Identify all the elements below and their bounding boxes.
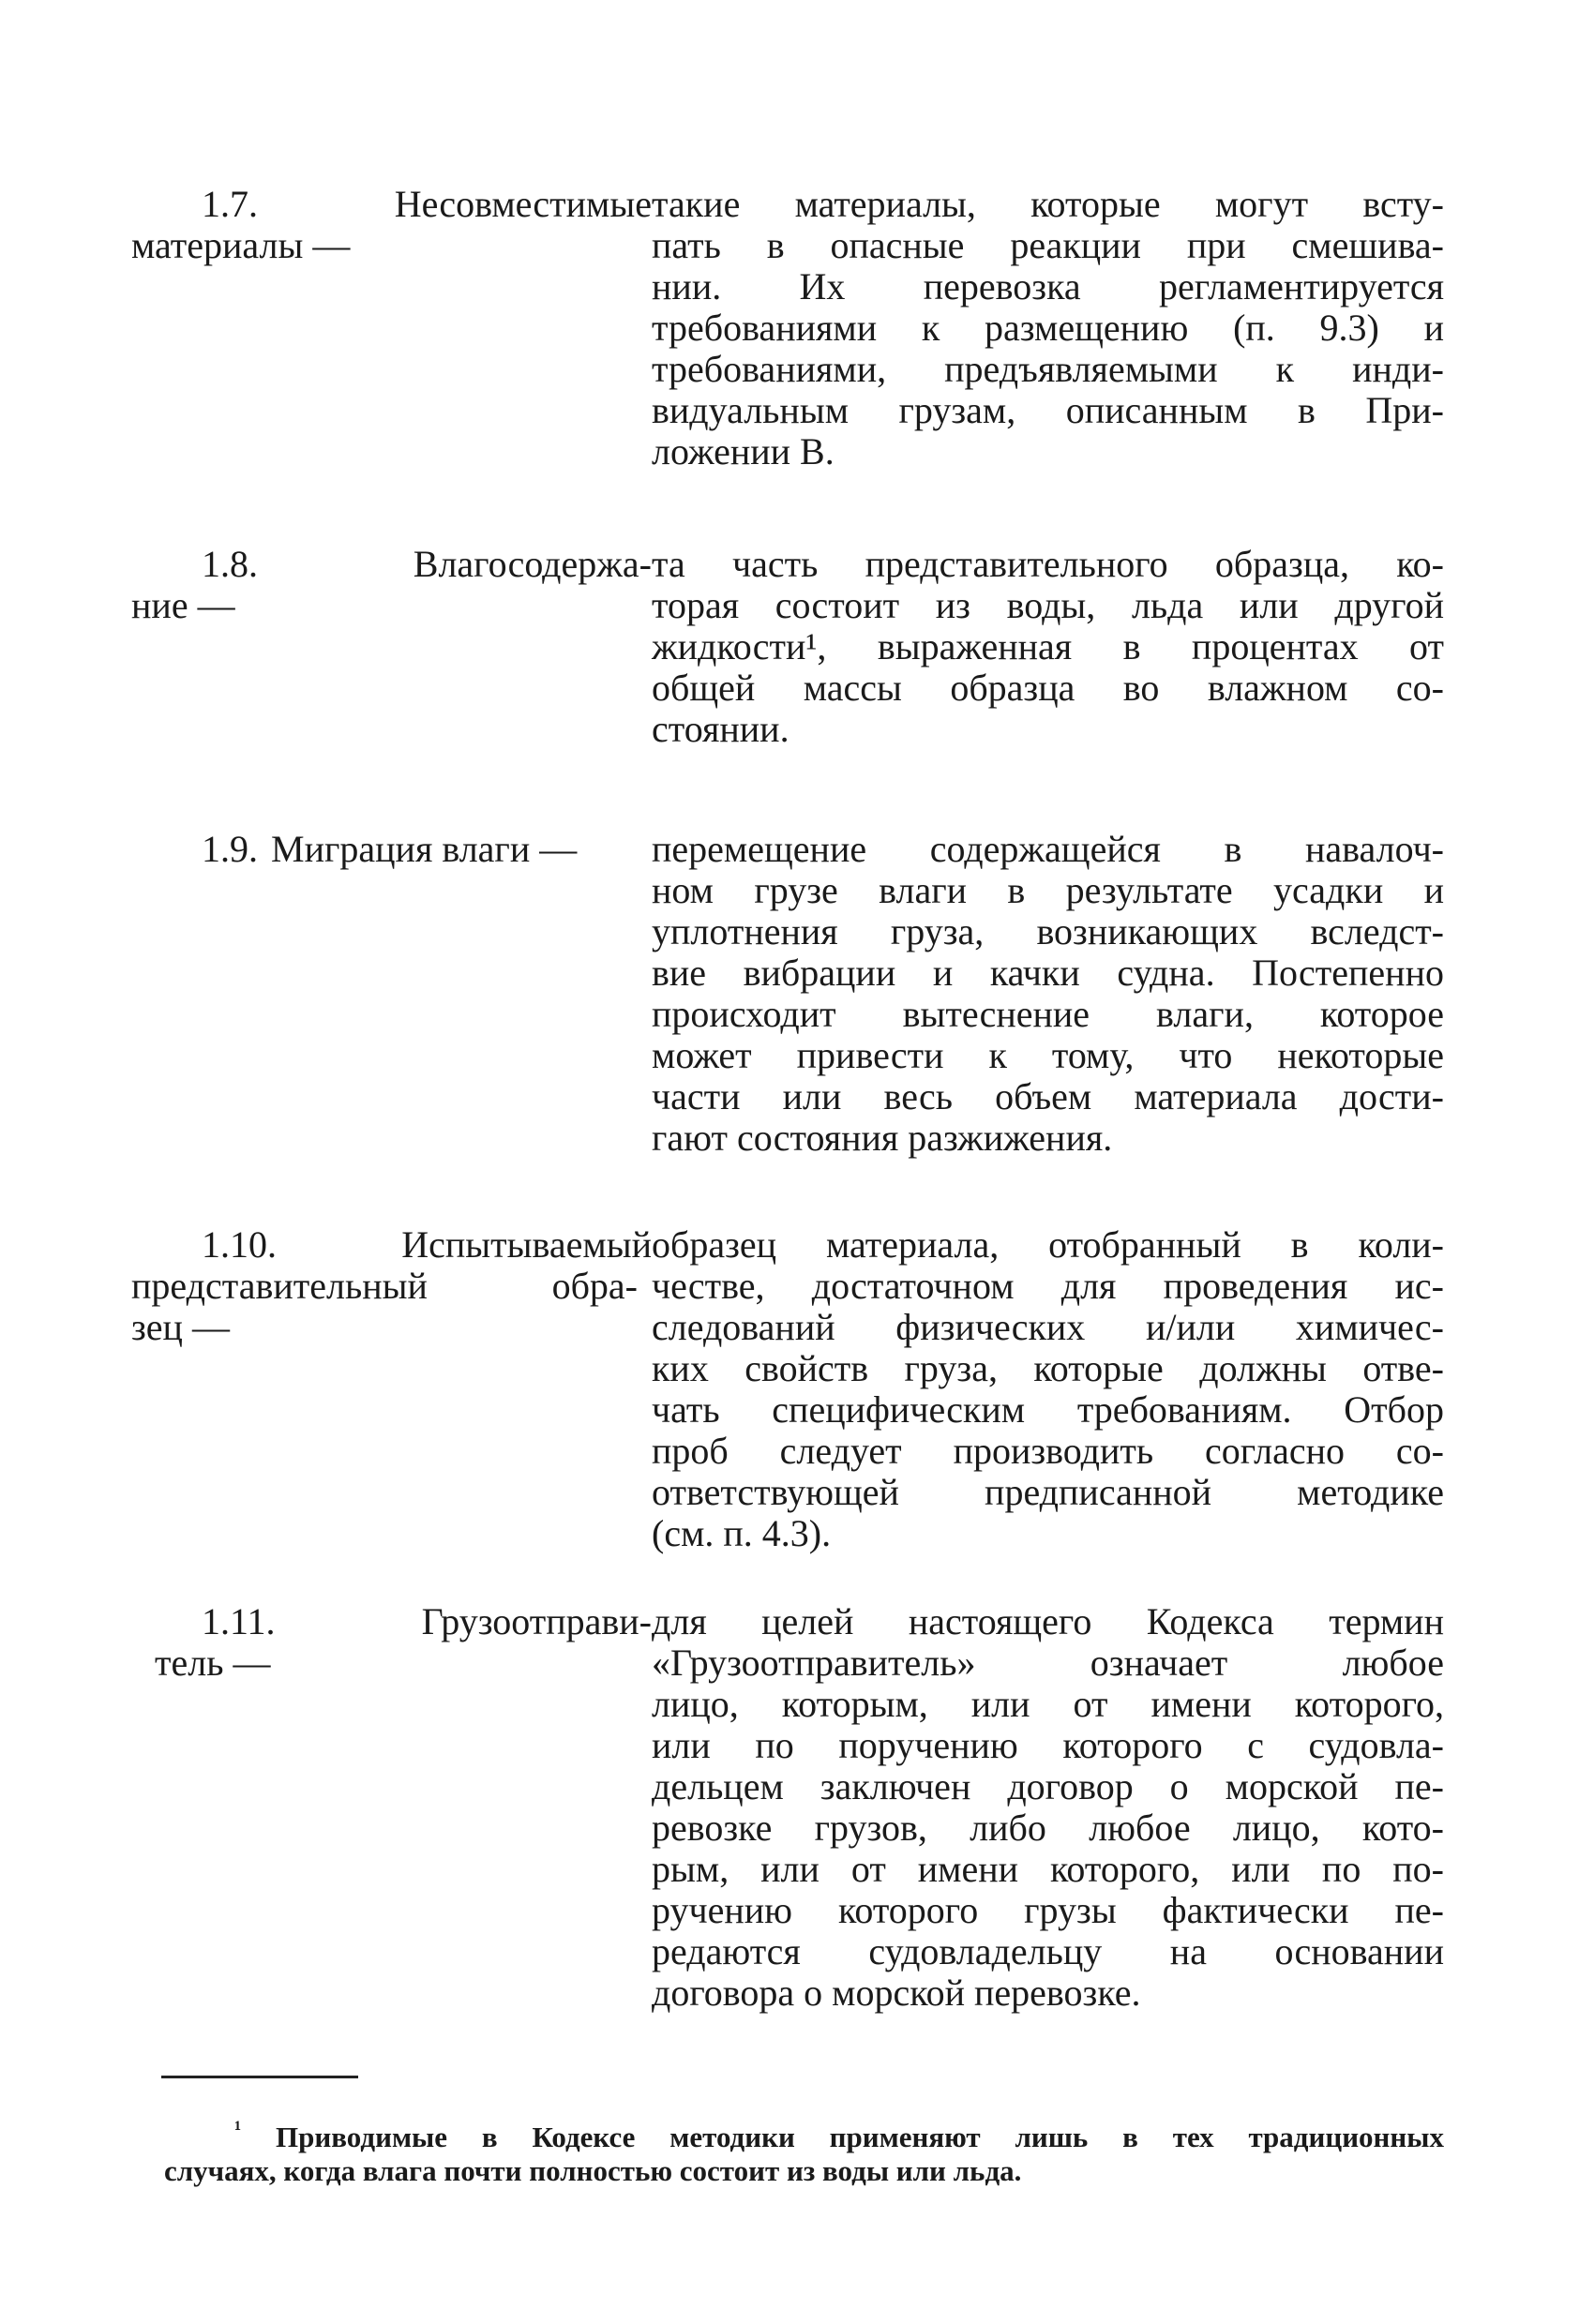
definition-line: честве, достаточном для проведения ис- — [652, 1265, 1444, 1307]
definition-line: ложении В. — [652, 430, 835, 472]
term-text-continued: тель — — [155, 1642, 271, 1684]
footnote-separator — [161, 2076, 358, 2078]
definition-line: ответствующей предписанной методике — [652, 1471, 1444, 1513]
definition-line: следований физических и/или химичес- — [652, 1306, 1444, 1348]
definition-line: части или весь объем материала дости- — [652, 1075, 1444, 1117]
term-text-continued: материалы — — [131, 224, 351, 266]
definition-line: для целей настоящего Кодекса термин — [652, 1600, 1444, 1642]
definition-line: чать специфическим требованиям. Отбор — [652, 1388, 1444, 1431]
footnote-text-continued: случаях, когда влага почти полностью состоит из воды или льда. — [164, 2154, 1022, 2187]
term-text: Миграция влаги — — [271, 828, 578, 870]
definition-line: пать в опасные реакции при смешива- — [652, 224, 1444, 266]
definition-line: договора о морской перевозке. — [652, 1972, 1141, 2014]
term-text: Несовместимые — [394, 183, 652, 225]
definition-line: ких свойств груза, которые должны отве- — [652, 1347, 1444, 1389]
definition-line: нии. Их перевозка регламентируется — [652, 265, 1444, 307]
footnote-marker: ¹ — [234, 2117, 242, 2142]
term-text-continued: зец — — [131, 1306, 230, 1348]
definition-line: рым, или от имени которого, или по по- — [652, 1848, 1444, 1890]
definition-line: образец материала, отобранный в коли- — [652, 1223, 1444, 1266]
entry-number: 1.11. — [202, 1600, 276, 1642]
entry-number: 1.7. — [202, 183, 258, 225]
definition-line: или по поручению которого с судовла- — [652, 1724, 1444, 1766]
definition-line: ревозке грузов, либо любое лицо, кото- — [652, 1807, 1444, 1849]
footnote — [164, 2117, 1444, 2188]
definition-line: общей массы образца во влажном со- — [652, 667, 1444, 709]
definition-line: (см. п. 4.3). — [652, 1512, 832, 1554]
term-text-continued: представительный обра- — [131, 1265, 638, 1307]
definition-line: торая состоит из воды, льда или другой — [652, 584, 1444, 626]
term-text-continued: ние — — [131, 584, 235, 626]
term — [131, 544, 652, 626]
term — [131, 1601, 652, 1684]
definition-text — [652, 1601, 1444, 2014]
term — [131, 1224, 652, 1348]
definition-line: вие вибрации и качки судна. Постепенно — [652, 952, 1444, 994]
definition-line: дельцем заключен договор о морской пе- — [652, 1765, 1444, 1807]
definition-line: происходит вытеснение влаги, которое — [652, 993, 1444, 1035]
definition-line: требованиями к размещению (п. 9.3) и — [652, 307, 1444, 349]
term-text: Влагосодержа- — [413, 543, 652, 585]
definition-line: видуальным грузам, описанным в При- — [652, 389, 1444, 431]
entry-number: 1.8. — [202, 543, 258, 585]
entry-number: 1.9. — [202, 828, 258, 870]
definition-line: требованиями, предъявляемыми к инди- — [652, 348, 1444, 390]
definition-line: ном грузе влаги в результате усадки и — [652, 869, 1444, 911]
definition-line: проб следует производить согласно со- — [652, 1430, 1444, 1472]
definition-line: редаются судовладельцу на основании — [652, 1930, 1444, 1972]
definition-line: уплотнения груза, возникающих вследст- — [652, 910, 1444, 952]
definition-line: ручению которого грузы фактически пе- — [652, 1889, 1444, 1931]
definition-text — [652, 544, 1444, 750]
definition-line: жидкости¹, выраженная в процентах от — [652, 625, 1444, 667]
definition-line: стоянии. — [652, 708, 789, 750]
definition-line: может привести к тому, что некоторые — [652, 1034, 1444, 1076]
definition-text — [652, 184, 1444, 472]
definition-line: лицо, которым, или от имени которого, — [652, 1683, 1444, 1725]
definition-text — [652, 829, 1444, 1159]
definition-line: гают состояния разжижения. — [652, 1117, 1113, 1159]
term — [131, 184, 652, 266]
entry-number: 1.10. — [202, 1223, 277, 1266]
definition-line: та часть представительного образца, ко- — [652, 543, 1444, 585]
term-text: Грузоотправи- — [421, 1600, 652, 1642]
footnote-text: Приводимые в Кодексе методики применяют лишь в тех традиционных — [276, 2121, 1444, 2153]
definition-text — [652, 1224, 1444, 1554]
definition-line: «Грузоотправитель» означает любое — [652, 1642, 1444, 1684]
term — [131, 829, 652, 870]
definition-line: такие материалы, которые могут всту- — [652, 183, 1444, 225]
definition-line: перемещение содержащейся в навалоч- — [652, 828, 1444, 870]
term-text: Испытываемый — [401, 1223, 652, 1266]
